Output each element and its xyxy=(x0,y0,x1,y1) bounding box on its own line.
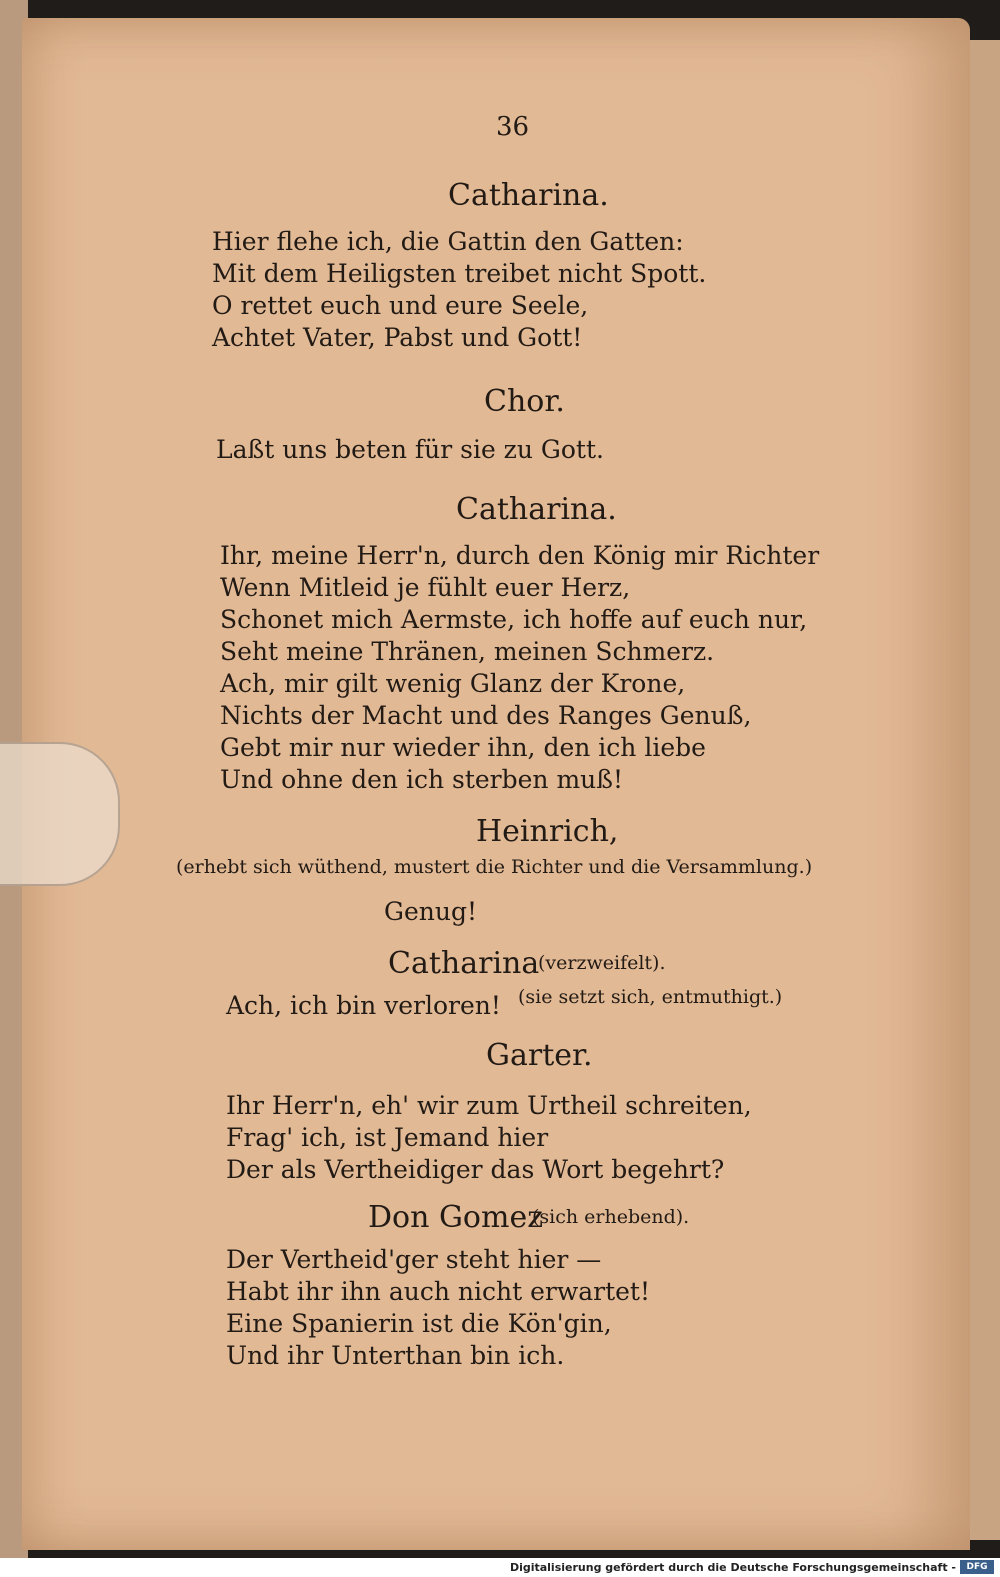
footer-credit: Digitalisierung gefördert durch die Deutsche Forschungsgemeinschaft - xyxy=(509,1561,956,1574)
verse-line: Und ohne den ich sterben muß! xyxy=(220,765,624,794)
speaker-name: Catharina. xyxy=(456,492,617,527)
digitization-footer xyxy=(0,1558,1000,1577)
verse-line: Gebt mir nur wieder ihn, den ich liebe xyxy=(220,733,706,762)
page-number: 36 xyxy=(496,112,530,142)
verse-line: Mit dem Heiligsten treibet nicht Spott. xyxy=(212,259,707,288)
verse-line: Achtet Vater, Pabst und Gott! xyxy=(212,323,583,352)
stage-direction: (verzweifelt). xyxy=(538,952,666,974)
verse-line: Seht meine Thränen, meinen Schmerz. xyxy=(220,637,715,666)
verse-line: Habt ihr ihn auch nicht erwartet! xyxy=(226,1277,651,1306)
verse-line: Wenn Mitleid je fühlt euer Herz, xyxy=(220,573,631,602)
stage-direction: (sie setzt sich, entmuthigt.) xyxy=(518,986,783,1008)
verse-line: Ach, mir gilt wenig Glanz der Krone, xyxy=(220,669,686,698)
speaker-name: Heinrich, xyxy=(476,814,619,849)
speaker-name: Chor. xyxy=(484,384,565,419)
speaker-name: Don Gomez xyxy=(368,1200,544,1235)
verse-line: Und ihr Unterthan bin ich. xyxy=(226,1341,565,1370)
stage-direction: (erhebt sich wüthend, mustert die Richter und die Versammlung.) xyxy=(176,856,813,878)
speaker-name: Catharina. xyxy=(448,178,609,213)
speaker-name: Garter. xyxy=(486,1038,593,1073)
verse-line: Der als Vertheidiger das Wort begehrt? xyxy=(226,1155,725,1184)
speaker-name: Catharina xyxy=(388,946,540,981)
verse-line: Ihr Herr'n, eh' wir zum Urtheil schreiten, xyxy=(226,1091,752,1120)
verse-line: Laßt uns beten für sie zu Gott. xyxy=(216,435,604,464)
verse-line: Schonet mich Aermste, ich hoffe auf euch nur, xyxy=(220,605,808,634)
verse-line: O rettet euch und eure Seele, xyxy=(212,291,589,320)
verse-line: Eine Spanierin ist die Kön'gin, xyxy=(226,1309,612,1338)
verse-line: Hier flehe ich, die Gattin den Gatten: xyxy=(212,227,684,256)
verse-line: Frag' ich, ist Jemand hier xyxy=(226,1123,549,1152)
verse-line: Ach, ich bin verloren! xyxy=(226,991,501,1020)
stage-direction: (sich erhebend). xyxy=(532,1206,690,1228)
verse-line: Genug! xyxy=(384,897,478,926)
verse-line: Der Vertheid'ger steht hier — xyxy=(226,1245,602,1274)
page-clip xyxy=(0,742,120,886)
verse-line: Ihr, meine Herr'n, durch den König mir Richter xyxy=(220,541,820,570)
verse-line: Nichts der Macht und des Ranges Genuß, xyxy=(220,701,752,730)
dfg-logo: DFG xyxy=(960,1560,994,1574)
